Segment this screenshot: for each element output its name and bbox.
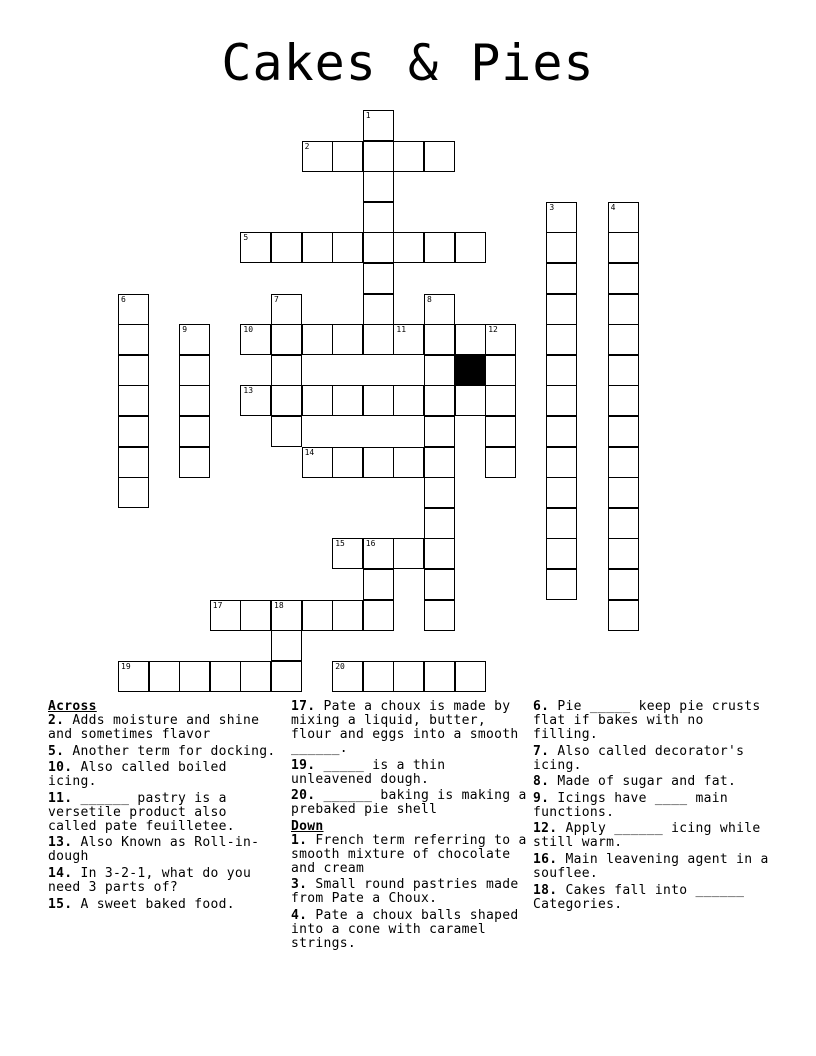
grid-cell[interactable]: [240, 600, 271, 631]
grid-cell[interactable]: [271, 355, 302, 386]
clue-item: [533, 700, 771, 742]
clue-number: 2: [304, 141, 310, 151]
across-clue-list-continued: [291, 700, 527, 817]
grid-cell[interactable]: [608, 263, 639, 294]
clue-text: Pate a choux is made by mixing a liquid, butter, flour and eggs into a smooth ______.: [291, 699, 519, 756]
grid-cell[interactable]: [608, 569, 639, 600]
grid-cell[interactable]: [118, 294, 149, 325]
grid-cell[interactable]: [363, 569, 394, 600]
clue-item: [48, 745, 278, 759]
clue-text: Also called boiled icing.: [48, 760, 227, 790]
clue-number: 7: [274, 294, 279, 304]
clue-number: 8.: [533, 774, 550, 790]
clue-text: ______ pastry is a versetile product also called pate feuilletee.: [48, 790, 235, 834]
clue-number: 18: [274, 600, 284, 610]
grid-cell[interactable]: [118, 661, 149, 692]
clue-item: [533, 775, 771, 789]
grid-cell[interactable]: [424, 355, 455, 386]
grid-cell[interactable]: [118, 416, 149, 447]
grid-cell[interactable]: [485, 355, 516, 386]
grid-cell[interactable]: [424, 232, 455, 263]
clue-number: 8: [427, 294, 432, 304]
grid-cell[interactable]: [118, 477, 149, 508]
grid-cell[interactable]: [455, 232, 486, 263]
grid-cell[interactable]: [393, 538, 424, 569]
grid-cell[interactable]: [363, 202, 394, 233]
down-clue-list: [291, 834, 527, 951]
grid-cell[interactable]: [424, 141, 455, 172]
clue-item: [533, 792, 771, 820]
grid-cell[interactable]: [363, 538, 394, 569]
puzzle-title: Cakes & Pies: [221, 34, 595, 92]
clue-text: Cakes fall into ______ Categories.: [533, 882, 745, 912]
clue-text: Icings have ____ main functions.: [533, 790, 729, 820]
clue-item: [291, 789, 527, 817]
clue-item: [533, 853, 771, 881]
grid-cell[interactable]: [393, 324, 424, 355]
grid-cell[interactable]: [332, 324, 363, 355]
grid-cell[interactable]: [424, 447, 455, 478]
clue-number: 5: [243, 233, 249, 243]
clues-column-3: [533, 700, 771, 914]
clue-item: [291, 909, 527, 951]
grid-cell[interactable]: [332, 538, 363, 569]
clue-number: 12: [488, 325, 498, 335]
grid-cell[interactable]: [210, 600, 241, 631]
grid-cell[interactable]: [455, 385, 486, 416]
grid-cell[interactable]: [393, 385, 424, 416]
grid-cell[interactable]: [271, 232, 302, 263]
grid-cell[interactable]: [302, 385, 333, 416]
clue-number: 14.: [48, 865, 73, 881]
clue-number: 17: [212, 600, 223, 610]
grid-cell[interactable]: [608, 508, 639, 539]
grid-cell[interactable]: [424, 508, 455, 539]
grid-cell[interactable]: [424, 538, 455, 569]
grid-cell[interactable]: [363, 385, 394, 416]
grid-cell[interactable]: [332, 385, 363, 416]
grid-cell[interactable]: [546, 416, 577, 447]
grid-cell[interactable]: [608, 324, 639, 355]
clue-number: 6.: [533, 699, 550, 714]
clue-text: French term referring to a smooth mixture of chocolate and cream: [291, 832, 527, 876]
clue-text: In 3-2-1, what do you need 3 parts of?: [48, 865, 252, 895]
clue-number: 6: [121, 294, 126, 304]
grid-cell[interactable]: [608, 355, 639, 386]
grid-cell[interactable]: [546, 477, 577, 508]
grid-cell[interactable]: [240, 385, 271, 416]
clue-number: 20.: [291, 788, 316, 804]
across-clue-list: [48, 714, 278, 912]
down-heading: Down: [291, 818, 324, 834]
grid-block: [455, 355, 486, 386]
clue-text: Main leavening agent in a souflee.: [533, 851, 769, 881]
grid-cell[interactable]: [546, 385, 577, 416]
grid-cell[interactable]: [302, 600, 333, 631]
clue-item: [48, 761, 278, 789]
grid-cell[interactable]: [485, 447, 516, 478]
grid-cell[interactable]: [302, 447, 333, 478]
grid-cell[interactable]: [302, 141, 333, 172]
grid-cell[interactable]: [118, 324, 149, 355]
grid-cell[interactable]: [424, 569, 455, 600]
grid-cell[interactable]: [424, 477, 455, 508]
grid-cell[interactable]: [271, 294, 302, 325]
grid-cell[interactable]: [424, 600, 455, 631]
clue-text: Pate a choux balls shaped into a cone with caramel strings.: [291, 907, 519, 951]
clue-item: [48, 714, 278, 742]
clue-number: 3: [549, 202, 555, 212]
grid-cell[interactable]: [546, 508, 577, 539]
grid-cell[interactable]: [546, 447, 577, 478]
grid-cell[interactable]: [455, 324, 486, 355]
clue-number: 16.: [533, 851, 558, 867]
grid-cell[interactable]: [271, 661, 302, 692]
grid-cell[interactable]: [363, 141, 394, 172]
grid-cell[interactable]: [363, 232, 394, 263]
grid-cell[interactable]: [608, 202, 639, 233]
grid-cell[interactable]: [240, 661, 271, 692]
clue-number: 16: [365, 539, 376, 549]
clue-item: [48, 836, 278, 864]
clue-number: 10: [243, 325, 254, 335]
grid-cell[interactable]: [485, 385, 516, 416]
clue-text: ______ baking is making a prebaked pie shell: [291, 788, 527, 818]
grid-cell[interactable]: [608, 600, 639, 631]
clue-number: 9.: [533, 790, 550, 806]
grid-cell[interactable]: [179, 661, 210, 692]
grid-cell[interactable]: [546, 202, 577, 233]
clue-number: 3.: [291, 877, 308, 893]
clue-item: [48, 898, 278, 912]
grid-cell[interactable]: [271, 385, 302, 416]
grid-cell[interactable]: [118, 385, 149, 416]
grid-cell[interactable]: [393, 661, 424, 692]
grid-cell[interactable]: [393, 447, 424, 478]
clue-text: Pie _____ keep pie crusts flat if bakes with no filling.: [533, 699, 761, 742]
grid-cell[interactable]: [271, 600, 302, 631]
grid-cell[interactable]: [546, 355, 577, 386]
grid-cell[interactable]: [608, 385, 639, 416]
grid-cell[interactable]: [179, 324, 210, 355]
grid-cell[interactable]: [546, 324, 577, 355]
clues-column-1: [48, 700, 278, 914]
clue-text: Another term for docking.: [64, 743, 276, 759]
clue-text: Also Known as Roll-in-dough: [48, 835, 260, 865]
grid-cell[interactable]: [608, 416, 639, 447]
grid-cell[interactable]: [271, 416, 302, 447]
down-clue-list-continued: [533, 700, 771, 912]
grid-cell[interactable]: [363, 447, 394, 478]
clue-number: 19.: [291, 757, 316, 773]
clue-text: Also called decorator's icing.: [533, 743, 745, 773]
clue-number: 5.: [48, 743, 65, 759]
clue-item: [48, 867, 278, 895]
grid-cell[interactable]: [608, 232, 639, 263]
clue-number: 15: [335, 539, 345, 549]
grid-cell[interactable]: [363, 661, 394, 692]
clue-number: 19: [121, 661, 131, 671]
clue-number: 11.: [48, 790, 73, 806]
grid-cell[interactable]: [424, 661, 455, 692]
clue-item: [533, 745, 771, 773]
grid-cell[interactable]: [363, 171, 394, 202]
grid-cell[interactable]: [363, 294, 394, 325]
clue-text: _____ is a thin unleavened dough.: [291, 757, 446, 787]
clue-item: [533, 884, 771, 912]
grid-cell[interactable]: [332, 447, 363, 478]
clue-number: 15.: [48, 896, 73, 912]
clue-item: [291, 759, 527, 787]
across-heading: Across: [48, 699, 97, 714]
grid-cell[interactable]: [240, 232, 271, 263]
clue-number: 13.: [48, 835, 73, 851]
clue-number: 4: [610, 202, 616, 212]
grid-cell[interactable]: [363, 263, 394, 294]
grid-cell[interactable]: [271, 630, 302, 661]
grid-cell[interactable]: [393, 232, 424, 263]
clue-number: 18.: [533, 882, 558, 898]
grid-cell[interactable]: [393, 141, 424, 172]
grid-cell[interactable]: [179, 385, 210, 416]
grid-cell[interactable]: [455, 661, 486, 692]
clue-text: Adds moisture and shine and sometimes flavor: [48, 713, 260, 742]
clue-item: [291, 878, 527, 906]
clue-number: 9: [182, 325, 188, 335]
grid-cell[interactable]: [363, 324, 394, 355]
grid-cell[interactable]: [608, 294, 639, 325]
clue-number: 2.: [48, 713, 65, 728]
clue-number: 10.: [48, 760, 73, 776]
grid-cell[interactable]: [179, 416, 210, 447]
clue-number: 1.: [291, 832, 308, 848]
grid-cell[interactable]: [302, 324, 333, 355]
grid-cell[interactable]: [149, 661, 180, 692]
clue-text: A sweet baked food.: [72, 896, 235, 912]
clue-item: [291, 834, 527, 876]
clue-number: 14: [304, 447, 315, 457]
grid-cell[interactable]: [332, 232, 363, 263]
grid-cell[interactable]: [179, 355, 210, 386]
grid-cell[interactable]: [546, 294, 577, 325]
grid-cell[interactable]: [424, 385, 455, 416]
grid-cell[interactable]: [332, 600, 363, 631]
grid-cell[interactable]: [608, 447, 639, 478]
clue-item: [48, 792, 278, 834]
grid-cell[interactable]: [179, 447, 210, 478]
clues-column-2: [291, 700, 527, 954]
grid-cell[interactable]: [271, 324, 302, 355]
grid-cell[interactable]: [485, 416, 516, 447]
grid-cell[interactable]: [302, 232, 333, 263]
grid-cell[interactable]: [546, 263, 577, 294]
clue-number: 17.: [291, 699, 316, 714]
grid-cell[interactable]: [424, 416, 455, 447]
grid-cell[interactable]: [363, 600, 394, 631]
grid-cell[interactable]: [332, 661, 363, 692]
clue-number: 7.: [533, 743, 550, 759]
clue-item: [533, 822, 771, 850]
grid-cell[interactable]: [546, 538, 577, 569]
grid-cell[interactable]: [332, 141, 363, 172]
grid-cell[interactable]: [546, 232, 577, 263]
grid-cell[interactable]: [608, 477, 639, 508]
clue-text: Small round pastries made from Pate a Choux.: [291, 877, 519, 907]
clue-text: Apply ______ icing while still warm.: [533, 821, 761, 851]
grid-cell[interactable]: [546, 569, 577, 600]
clue-number: 20: [335, 661, 345, 671]
grid-cell[interactable]: [485, 324, 516, 355]
clue-number: 11: [396, 325, 407, 335]
grid-cell[interactable]: [424, 324, 455, 355]
clue-number: 1: [365, 111, 371, 120]
grid-cell[interactable]: [608, 538, 639, 569]
clue-number: 4.: [291, 907, 308, 923]
clue-number: 13: [243, 386, 254, 396]
grid-cell[interactable]: [424, 294, 455, 325]
clue-number: 12.: [533, 821, 558, 837]
clue-item: [291, 700, 527, 756]
clue-text: Made of sugar and fat.: [549, 774, 737, 790]
grid-cell[interactable]: [363, 110, 394, 141]
grid-cell[interactable]: [118, 447, 149, 478]
grid-cell[interactable]: [118, 355, 149, 386]
grid-cell[interactable]: [210, 661, 241, 692]
grid-cell[interactable]: [240, 324, 271, 355]
